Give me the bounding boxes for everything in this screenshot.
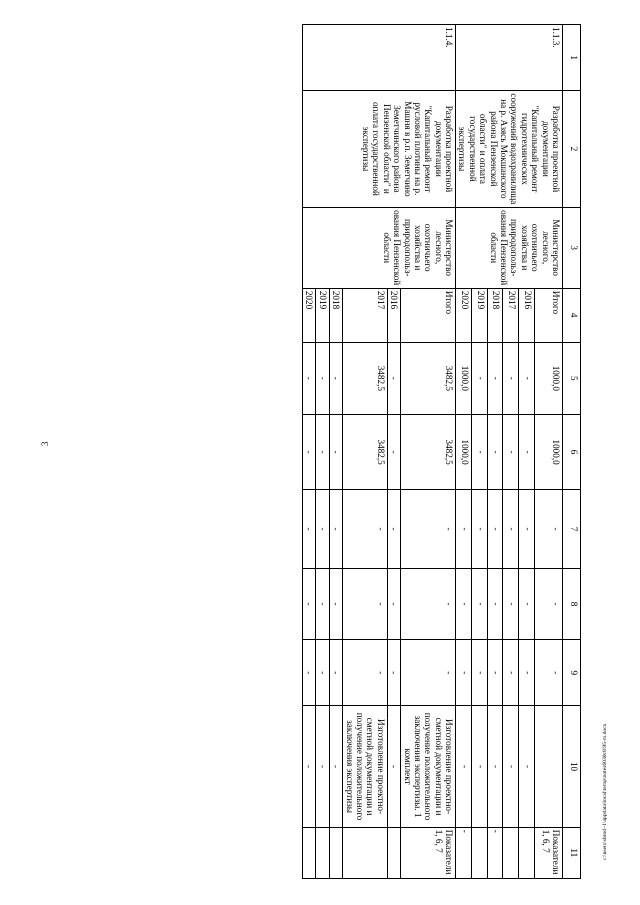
total-amount-cell: - — [387, 342, 400, 415]
regional-budget-cell: - — [303, 415, 316, 490]
other-sources-cell: - — [534, 640, 562, 706]
other-sources-cell: - — [387, 640, 400, 706]
local-budget-cell: - — [329, 568, 342, 639]
federal-budget-cell: - — [329, 490, 342, 569]
local-budget-cell: - — [519, 568, 535, 639]
year-cell: 2017 — [503, 288, 519, 342]
year-cell: Итого — [534, 288, 562, 342]
activity-number: 1.1.3. — [456, 25, 563, 91]
federal-budget-cell: - — [456, 490, 472, 569]
responsible-executor: Министерство лесного, охотничьего хозяйства и природопользования Пензенской области — [303, 207, 456, 288]
federal-budget-cell: - — [303, 490, 316, 569]
federal-budget-cell: - — [487, 490, 503, 569]
other-sources-cell: - — [503, 640, 519, 706]
total-amount-cell: 1000,0 — [534, 342, 562, 415]
column-number-header — [563, 25, 581, 879]
other-sources-cell: - — [303, 640, 316, 706]
responsible-executor: Министерство лесного, охотничьего хозяйства и природопользования Пензенской области — [456, 207, 563, 288]
local-budget-cell: - — [343, 568, 388, 639]
regional-budget-cell: - — [519, 415, 535, 490]
total-amount-cell: - — [329, 342, 342, 415]
year-cell: 2016 — [387, 288, 400, 342]
indicator-link-cell — [503, 827, 519, 878]
year-cell: 2020 — [303, 288, 316, 342]
activity-number: 1.1.4. — [303, 25, 456, 91]
local-budget-cell: - — [401, 568, 456, 639]
regional-budget-cell: - — [316, 415, 329, 490]
regional-budget-cell: 1000,0 — [534, 415, 562, 490]
table-row — [401, 25, 456, 879]
local-budget-cell: - — [387, 568, 400, 639]
expected-result-cell: - — [471, 706, 487, 827]
total-amount-cell: - — [503, 342, 519, 415]
local-budget-cell: - — [534, 568, 562, 639]
indicator-link-cell — [329, 827, 342, 878]
federal-budget-cell: - — [503, 490, 519, 569]
total-amount-cell: - — [471, 342, 487, 415]
indicator-link-cell — [343, 827, 388, 878]
year-cell: 2018 — [329, 288, 342, 342]
indicator-link-cell — [303, 827, 316, 878]
local-budget-cell: - — [503, 568, 519, 639]
other-sources-cell: - — [456, 640, 472, 706]
expected-result-cell: Изготовление проектно-сметной документации и получение положительного заключения экспертизы — [343, 706, 388, 827]
other-sources-cell: - — [487, 640, 503, 706]
year-cell: 2017 — [343, 288, 388, 342]
federal-budget-cell: - — [343, 490, 388, 569]
activity-name: Разработка проектной документации "Капитальный ремонт русловой плотины на р. Машня в р.п. Земетчино Земетчинского района Пензенской области" и оплата государственной экспертизы — [303, 91, 456, 207]
expected-result-cell: - — [303, 706, 316, 827]
federal-budget-cell: - — [519, 490, 535, 569]
indicator-link-cell: - — [487, 827, 503, 878]
total-amount-cell: 1000,0 — [456, 342, 472, 415]
local-budget-cell: - — [316, 568, 329, 639]
header-cell: 10 — [563, 706, 581, 827]
header-cell: 11 — [563, 827, 581, 878]
federal-budget-cell: - — [387, 490, 400, 569]
indicator-link-cell — [316, 827, 329, 878]
total-amount-cell: 3482,5 — [343, 342, 388, 415]
other-sources-cell: - — [519, 640, 535, 706]
header-cell: 3 — [563, 207, 581, 288]
document-file-path: c:\users\sbrod~1\appdata\local\temp\notes6030c8\95-m.docx — [602, 723, 608, 860]
program-activities-table — [302, 24, 581, 879]
header-cell: 4 — [563, 288, 581, 342]
other-sources-cell: - — [401, 640, 456, 706]
expected-result-cell: - — [387, 706, 400, 827]
total-amount-cell: - — [487, 342, 503, 415]
expected-result-cell: - — [519, 706, 535, 827]
expected-result-cell — [534, 706, 562, 827]
header-cell: 6 — [563, 415, 581, 490]
indicator-link-cell — [519, 827, 535, 878]
expected-result-cell: - — [456, 706, 472, 827]
total-amount-cell: - — [316, 342, 329, 415]
local-budget-cell: - — [487, 568, 503, 639]
local-budget-cell: - — [303, 568, 316, 639]
expected-result-cell: - — [316, 706, 329, 827]
header-cell: 1 — [563, 25, 581, 91]
regional-budget-cell: - — [487, 415, 503, 490]
year-cell: 2019 — [471, 288, 487, 342]
rotated-table-page — [61, 24, 581, 879]
indicator-link-cell: - — [456, 827, 472, 878]
other-sources-cell: - — [343, 640, 388, 706]
regional-budget-cell: - — [471, 415, 487, 490]
page-number: 3 — [40, 441, 50, 446]
header-cell: 8 — [563, 568, 581, 639]
regional-budget-cell: 3482,5 — [343, 415, 388, 490]
regional-budget-cell: 1000,0 — [456, 415, 472, 490]
header-cell: 9 — [563, 640, 581, 706]
indicator-link-cell — [387, 827, 400, 878]
local-budget-cell: - — [471, 568, 487, 639]
year-cell: 2018 — [487, 288, 503, 342]
regional-budget-cell: - — [503, 415, 519, 490]
year-cell: 2016 — [519, 288, 535, 342]
other-sources-cell: - — [316, 640, 329, 706]
federal-budget-cell: - — [316, 490, 329, 569]
year-cell: 2020 — [456, 288, 472, 342]
regional-budget-cell: - — [329, 415, 342, 490]
regional-budget-cell: - — [387, 415, 400, 490]
expected-result-cell: - — [329, 706, 342, 827]
header-cell: 7 — [563, 490, 581, 569]
other-sources-cell: - — [471, 640, 487, 706]
total-amount-cell: 3482,5 — [401, 342, 456, 415]
indicator-link-cell: Показатели 1, 6, 7 — [534, 827, 562, 878]
federal-budget-cell: - — [534, 490, 562, 569]
regional-budget-cell: 3482,5 — [401, 415, 456, 490]
federal-budget-cell: - — [401, 490, 456, 569]
total-amount-cell: - — [303, 342, 316, 415]
indicator-link-cell: Показатели 1, 6, 7 — [401, 827, 456, 878]
table-row — [534, 25, 562, 879]
expected-result-cell: - — [503, 706, 519, 827]
other-sources-cell: - — [329, 640, 342, 706]
indicator-link-cell — [471, 827, 487, 878]
federal-budget-cell: - — [471, 490, 487, 569]
year-cell: Итого — [401, 288, 456, 342]
activity-name: Разработка проектной документации "Капитальный ремонт гидротехнических сооружений водохранилища на р. Азясь Мокшанского района Пензенской области" и оплата государственной экспертизы — [456, 91, 563, 207]
year-cell: 2019 — [316, 288, 329, 342]
total-amount-cell: - — [519, 342, 535, 415]
header-cell: 2 — [563, 91, 581, 207]
expected-result-cell: - — [487, 706, 503, 827]
header-cell: 5 — [563, 342, 581, 415]
expected-result-cell: Изготовление проектно-сметной документации и получение положительного заключения экспертизы. 1 комплект — [401, 706, 456, 827]
local-budget-cell: - — [456, 568, 472, 639]
